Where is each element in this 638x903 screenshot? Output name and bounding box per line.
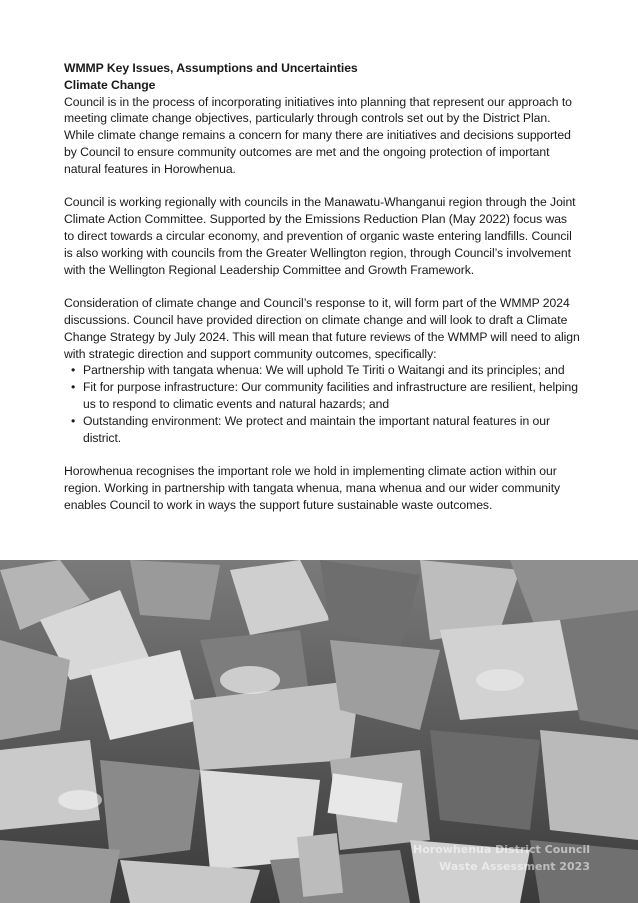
closing-paragraph: Horowhenua recognises the important role we hold in implementing climate action within our region. Working in partnership with tangata whenua, mana whenua and our wider community enables Council to work in ways the support future sustainable waste outcomes.	[64, 464, 561, 512]
paragraph-3: Consideration of climate change and Council’s response to it, will form part of the WMMP 2024 discussions. Council have provided direction on climate change and will look to draft a Climate Change Strategy by July 2024. This will mean that future reviews of the WMMP will need to align with strategic direction and support community outcomes, specifically:	[64, 296, 580, 361]
footer-watermark	[413, 841, 590, 875]
section-heading: WMMP Key Issues, Assumptions and Uncertainties	[64, 61, 358, 75]
bullet-item: • Partnership with tangata whenua: We will uphold Te Tiriti o Waitangi and its principles; and	[83, 362, 580, 379]
footer-doc-title: Waste Assessment 2023	[439, 860, 590, 873]
bullet-item: • Fit for purpose infrastructure: Our community facilities and infrastructure are resilient, helping us to respond to climatic events and natural hazards; and	[83, 379, 580, 413]
footer-org: Horowhenua District Council	[413, 843, 590, 856]
waste-pile-photo	[0, 560, 638, 903]
bullet-item: • Outstanding environment: We protect and maintain the important natural features in our district.	[83, 413, 580, 447]
paragraph-2: Council is working regionally with councils in the Manawatu-Whanganui region through the Joint Climate Action Committee. Supported by the Emissions Reduction Plan (May 2022) focus was to direct towards a circular economy, and prevention of organic waste entering landfills. Council is also working with councils from the Greater Wellington region, through Council’s involvement with the Wellington Regional Leadership Committee and Growth Framework.	[64, 195, 576, 277]
paragraph-1: Council is in the process of incorporating initiatives into planning that represent our approach to meeting climate change objectives, particularly through controls set out by the District Plan. While climate change remains a concern for many there are initiatives and decisions supported by Council to ensure community outcomes are met and the ongoing protection of important natural features in Horowhenua.	[64, 94, 572, 176]
section-subheading: Climate Change	[64, 77, 156, 92]
document-body	[64, 60, 580, 530]
bullet-list	[64, 362, 580, 446]
